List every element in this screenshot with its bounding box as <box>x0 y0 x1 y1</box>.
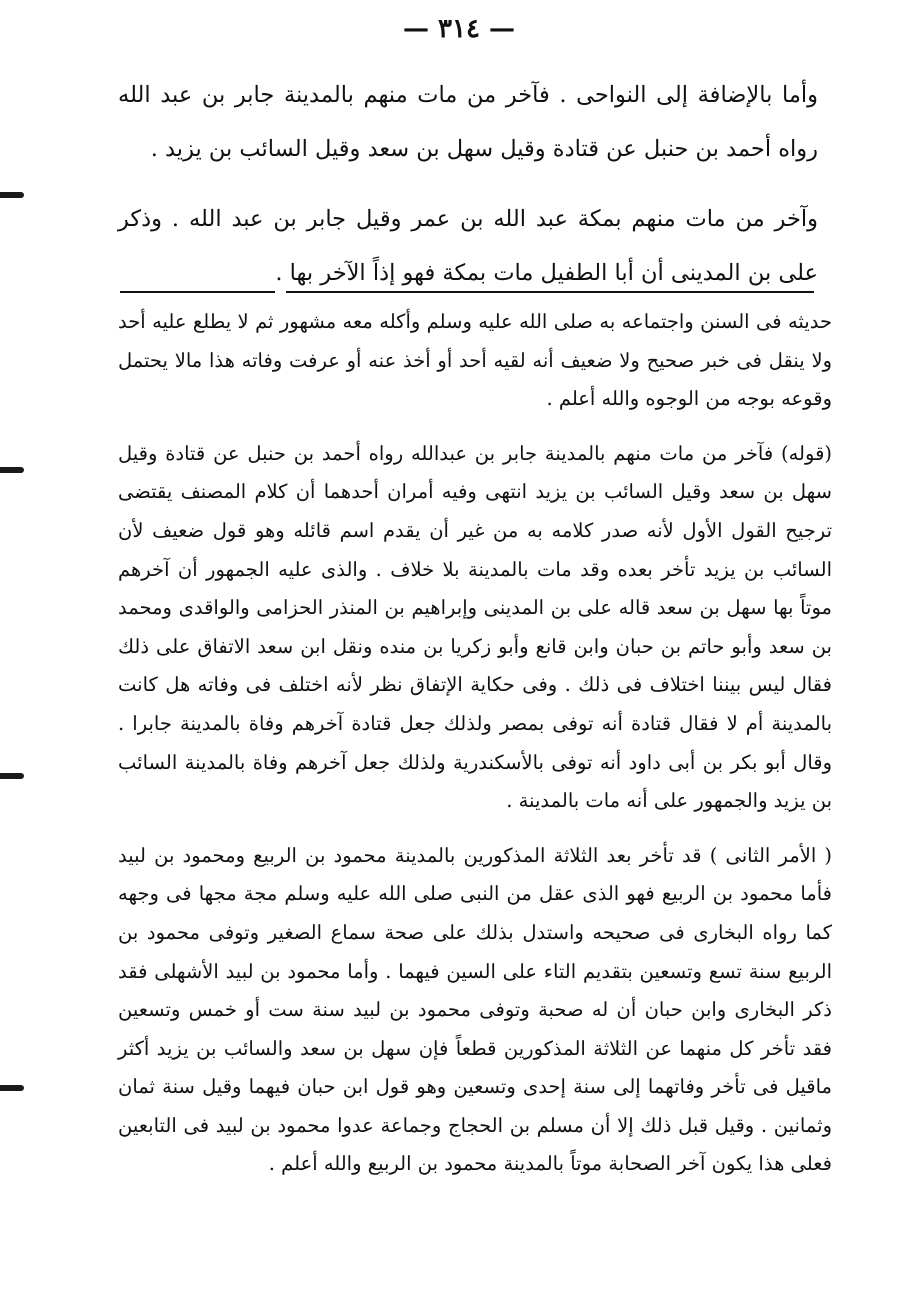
binding-mark <box>0 467 24 473</box>
commentary-paragraph: ( الأمر الثانى ) قد تأخر بعد الثلاثة المذكورين بالمدينة محمود بن الربيع ومحمود بن لبيد فأما محمود بن الربيع فهو الذى عقل من النبى صلى الله عليه وسلم مجة مجها فى وجهه كما رواه البخارى فى صحيحه واستدل بذلك على صحة سماع الصغير وتوفى محمود بن الربيع سنة تسع وتسعين بتقديم التاء على السين فيهما . وأما محمود بن لبيد الأشهلى فقد ذكر البخارى وابن حبان أن له صحبة وتوفى محمود بن لبيد سنة ست أو خمس وتسعين فقد تأخر كل منهما عن الثلاثة المذكورين قطعاً فإن سهل بن سعد والسائب بن يزيد أكثر ماقيل فى تأخر وفاتهما إلى سنة إحدى وتسعين وهو قول ابن حبان فيهما وقيل سنة ثمان وثمانين . وقيل قبل ذلك إلا أن مسلم بن الحجاج وجماعة عدوا محمود بن لبيد فى التابعين فعلى هذا يكون آخر الصحابة موتاً بالمدينة محمود بن الربيع والله أعلم . <box>118 843 832 1176</box>
commentary-text <box>118 303 832 1184</box>
footnote-separator <box>286 291 814 293</box>
page-number: — ٣١٤ — <box>402 14 516 44</box>
commentary-paragraph: حديثه فى السنن واجتماعه به صلى الله عليه وسلم وأكله معه مشهور ثم لا يطلع عليه أحد ولا ينقل فى خبر صحيح ولا ضعيف أنه لقيه أحد أو أخذ عنه أو عرفت وفاته هذا مالا يحتمل وقوعه بوجه من الوجوه والله أعلم . <box>118 310 832 411</box>
main-paragraph: وأما بالإضافة إلى النواحى . فآخر من مات منهم بالمدينة جابر بن عبد الله رواه أحمد بن حنبل عن قتادة وقيل سهل بن سعد وقيل السائب بن يزيد . <box>118 82 818 162</box>
main-text <box>118 68 818 300</box>
main-paragraph: وآخر من مات منهم بمكة عبد الله بن عمر وقيل جابر بن عبد الله . وذكر على بن المدينى أن أبا الطفيل مات بمكة فهو إذاً الآخر بها . <box>118 206 818 286</box>
commentary-paragraph: (قوله) فآخر من مات منهم بالمدينة جابر بن عبدالله رواه أحمد بن حنبل عن قتادة وقيل سهل بن سعد وقيل السائب بن يزيد انتهى وفيه أمران أحدهما أن كلام المصنف يقتضى ترجيح القول الأول لأنه صدر كلامه به من غير أن يقدم اسم قائله وهو قول ضعيف لأن السائب بن يزيد تأخر بعده وقد مات بالمدينة بلا خلاف . والذى عليه الجمهور أن آخرهم موتاً بها سهل بن سعد قاله على بن المدينى وإبراهيم بن المنذر الحزامى والواقدى ومحمد بن سعد وأبو حاتم بن حبان وابن قانع وأبو زكريا بن منده ونقل ابن سعد الاتفاق على ذلك فقال ليس بيننا اختلاف فى ذلك . وفى حكاية الإتفاق نظر لأنه اختلف فى وفاته هل كانت بالمدينة أم لا فقال قتادة أنه توفى بمصر ولذلك جعل قتادة آخرهم وفاة بالمدينة جابرا . وقال أبو بكر بن أبى داود أنه توفى بالأسكندرية ولذلك جعل آخرهم وفاة بالمدينة السائب بن يزيد والجمهور على أنه مات بالمدينة . <box>118 441 832 813</box>
binding-mark <box>0 773 24 779</box>
binding-mark <box>0 192 24 198</box>
binding-mark <box>0 1085 24 1091</box>
footnote-separator <box>120 291 275 293</box>
